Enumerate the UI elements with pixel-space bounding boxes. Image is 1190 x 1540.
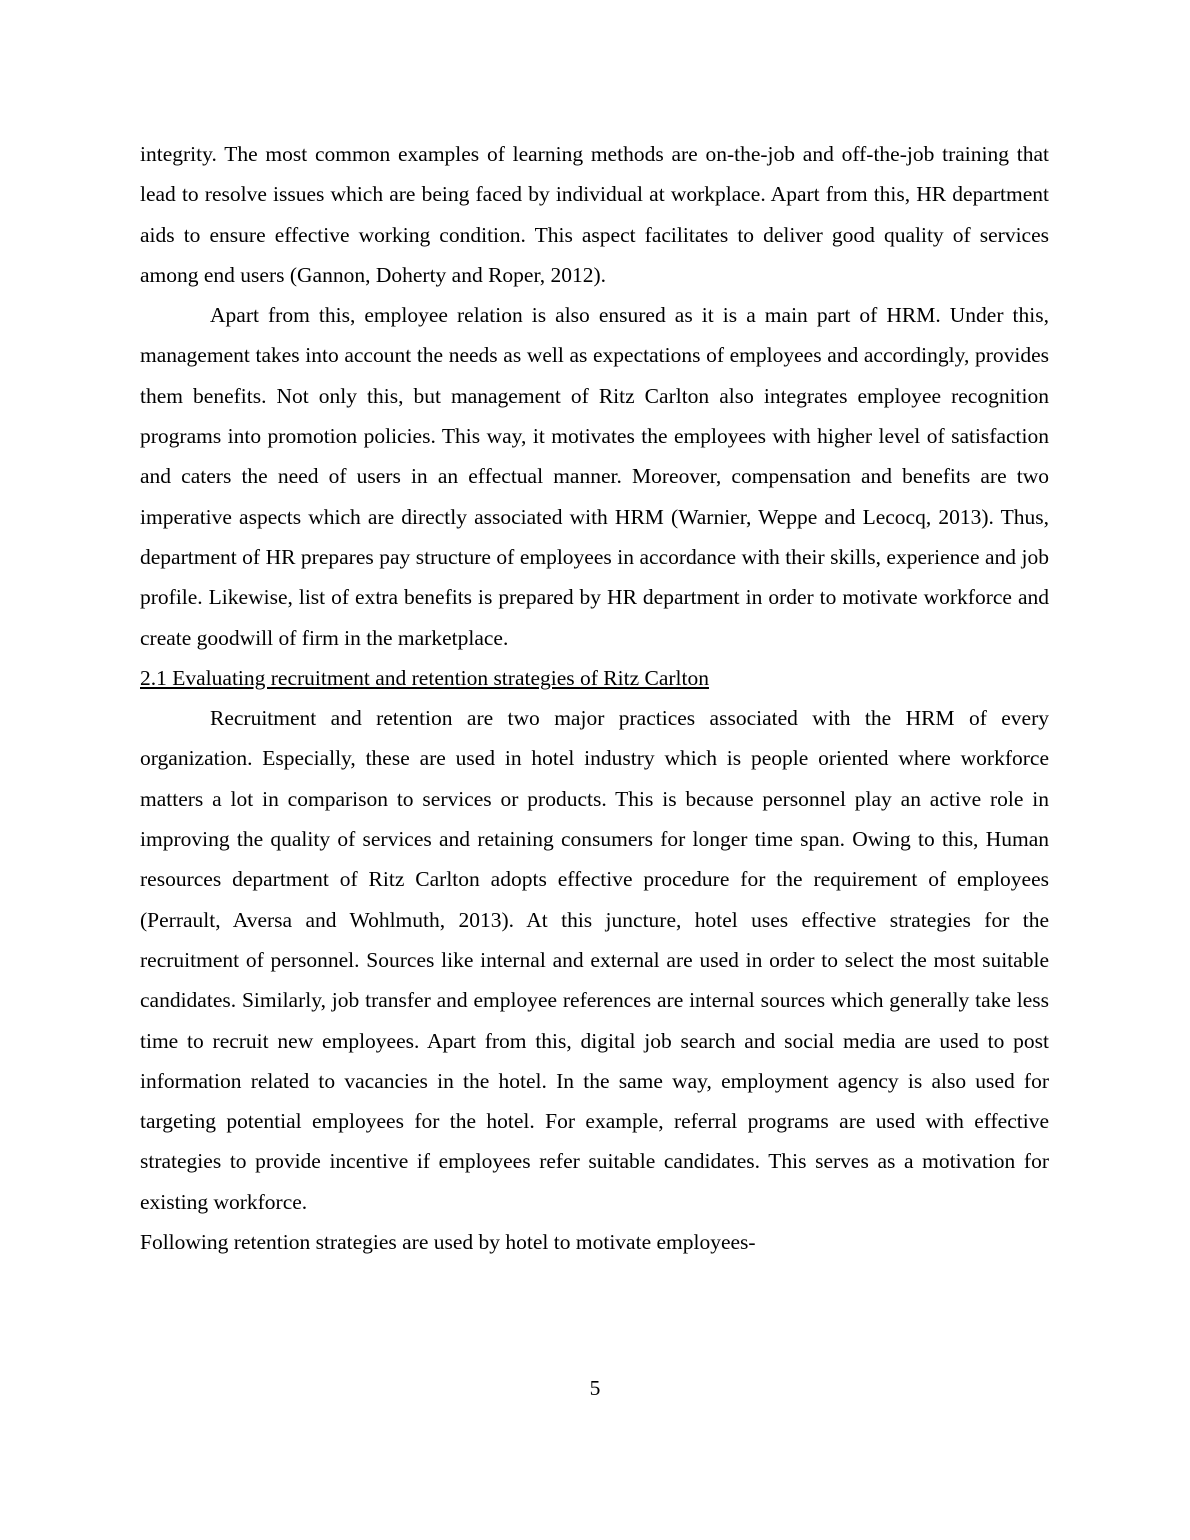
body-text <box>140 134 1049 1262</box>
section-heading: 2.1 Evaluating recruitment and retention strategies of Ritz Carlton <box>140 665 709 690</box>
paragraph-continued: integrity. The most common examples of learning methods are on-the-job and off-the-job training that lead to resolve issues which are being faced by individual at workplace. Apart from this, HR department aids to ensure effective working condition. This aspect facilitates to deliver good quality of services among end users (Gannon, Doherty and Roper, 2012). <box>140 142 1049 287</box>
closing-line: Following retention strategies are used by hotel to motivate employees- <box>140 1230 756 1255</box>
page-number: 5 <box>589 1376 601 1400</box>
paragraph-recruitment: Recruitment and retention are two major practices associated with the HRM of every organization. Especially, these are used in hotel industry which is people oriented where workforce matters a lot in comparison to services or products. This is because personnel play an active role in improving the quality of services and retaining consumers for longer time span. Owing to this, Human resources department of Ritz Carlton adopts effective procedure for the requirement of employees (Perrault, Aversa and Wohlmuth, 2013). At this juncture, hotel uses effective strategies for the recruitment of personnel. Sources like internal and external are used in order to select the most suitable candidates. Similarly, job transfer and employee references are internal sources which generally take less time to recruit new employees. Apart from this, digital job search and social media are used to post information related to vacancies in the hotel. In the same way, employment agency is also used for targeting potential employees for the hotel. For example, referral programs are used with effective strategies to provide incentive if employees refer suitable candidates. This serves as a motivation for existing workforce. <box>140 706 1049 1214</box>
paragraph-employee-relations: Apart from this, employee relation is also ensured as it is a main part of HRM. Under this, management takes into account the needs as well as expectations of employees and accordingly, provides them benefits. Not only this, but management of Ritz Carlton also integrates employee recognition programs into promotion policies. This way, it motivates the employees with higher level of satisfaction and caters the need of users in an effectual manner. Moreover, compensation and benefits are two imperative aspects which are directly associated with HRM (Warnier, Weppe and Lecocq, 2013). Thus, department of HR prepares pay structure of employees in accordance with their skills, experience and job profile. Likewise, list of extra benefits is prepared by HR department in order to motivate workforce and create goodwill of firm in the marketplace. <box>140 303 1049 650</box>
